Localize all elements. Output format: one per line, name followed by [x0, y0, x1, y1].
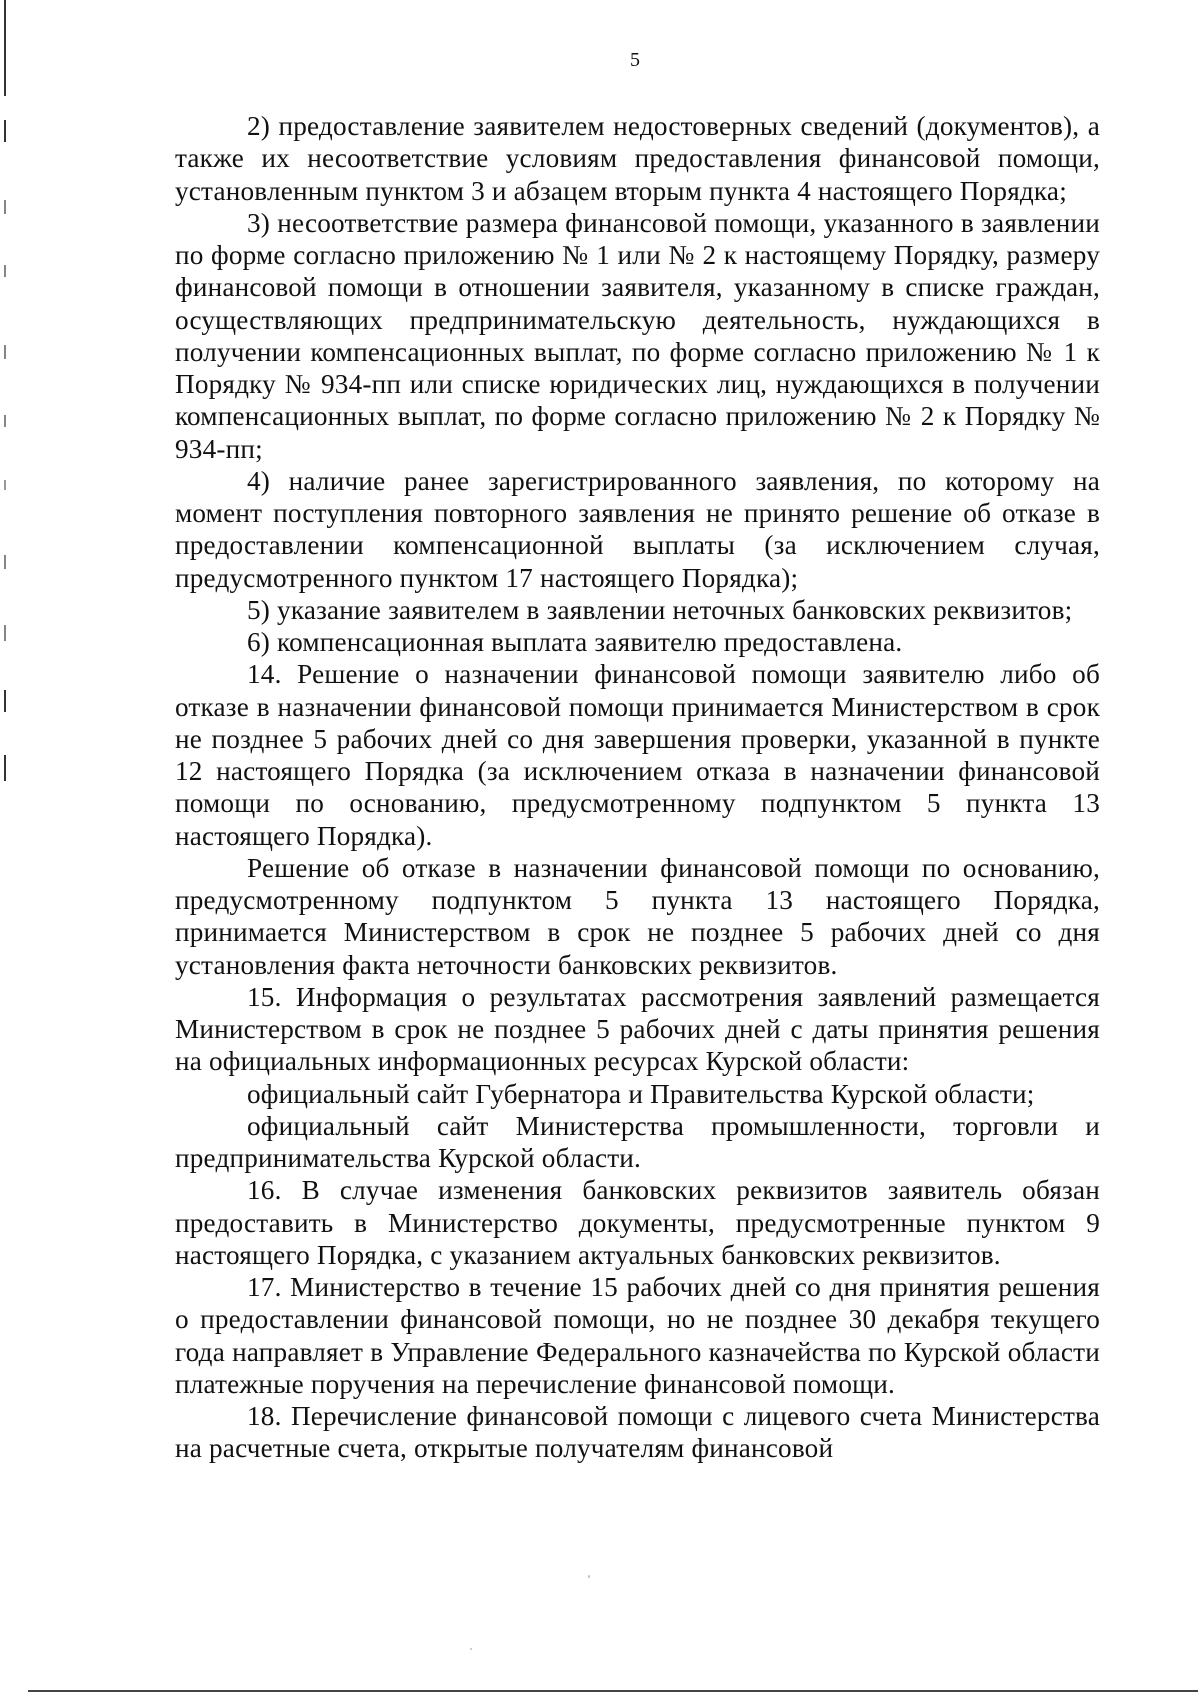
scan-edge-mark: [4, 480, 6, 490]
scan-edge-mark: [4, 555, 6, 569]
scan-edge-mark: [4, 690, 6, 712]
page-number: 5: [630, 49, 640, 71]
paragraph-subitem-5: 5) указание заявителем в заявлении неточных банковских реквизитов;: [247, 594, 1073, 625]
scan-edge-mark: [4, 120, 6, 142]
scan-edge-mark: [4, 415, 6, 427]
scan-speck: [470, 1648, 472, 1650]
scan-edge-mark: [4, 265, 6, 277]
scan-edge-mark: [4, 755, 6, 781]
paragraph-item-18: 18. Перечисление финансовой помощи с лицевого счета Министерства на расчетные счета, открытые получателям финансовой: [175, 1401, 1100, 1464]
paragraph-subitem-3: 3) несоответствие размера финансовой помощи, указанного в заявлении по форме согласно приложению № 1 или № 2 к настоящему Порядку, размеру финансовой помощи в отношении заявителя, указанному в списке граждан, осуществляющих предпринимательскую деятельность, нуждающихся в получении компенсационных выплат, по форме согласно приложению № 1 к Порядку № 934-пп или списке юридических лиц, нуждающихся в получении компенсационных выплат, по форме согласно приложению № 2 к Порядку № 934-пп;: [175, 207, 1100, 464]
scan-bottom-edge: [28, 1690, 1198, 1692]
paragraph-subitem-6: 6) компенсационная выплата заявителю предоставлена.: [247, 627, 903, 657]
paragraph-subitem-4: 4) наличие ранее зарегистрированного заявления, по которому на момент поступления повторного заявления не принято решение об отказе в предоставлении компенсационной выплаты (за исключением случая, предусмотренного пунктом 17 настоящего Порядка);: [175, 465, 1100, 593]
scan-edge-mark: [4, 200, 6, 214]
scan-edge-mark: [4, 345, 6, 359]
paragraph-item-15-resource-1: официальный сайт Губернатора и Правительства Курской области;: [247, 1078, 1035, 1109]
scan-edge-mark: [4, 625, 6, 641]
scan-edge-mark: [4, 0, 6, 96]
document-body: [175, 110, 1100, 1465]
paragraph-item-17: 17. Министерство в течение 15 рабочих дней со дня принятия решения о предоставлении финансовой помощи, но не позднее 30 декабря текущего года направляет в Управление Федерального казначейства по Курской области платежные поручения на перечисление финансовой помощи.: [175, 1272, 1100, 1399]
paragraph-item-14-part-2: Решение об отказе в назначении финансовой помощи по основанию, предусмотренному подпунктом 5 пункта 13 настоящего Порядка, принимается Министерством в срок не позднее 5 рабочих дней со дня установления факта неточности банковских реквизитов.: [175, 852, 1100, 980]
paragraph-item-14: 14. Решение о назначении финансовой помощи заявителю либо об отказе в назначении финансовой помощи принимается Министерством в срок не позднее 5 рабочих дней со дня завершения проверки, указанной в пункте 12 настоящего Порядка (за исключением отказа в назначении финансовой помощи по основанию, предусмотренному подпунктом 5 пункта 13 настоящего Порядка).: [175, 659, 1100, 851]
paragraph-item-16: 16. В случае изменения банковских реквизитов заявитель обязан предоставить в Министерство документы, предусмотренные пунктом 9 настоящего Порядка, с указанием актуальных банковских реквизитов.: [175, 1175, 1100, 1270]
paragraph-subitem-2: 2) предоставление заявителем недостоверных сведений (документов), а также их несоответствие условиям предоставления финансовой помощи, установленным пунктом 3 и абзацем вторым пункта 4 настоящего Порядка;: [175, 111, 1100, 206]
paragraph-item-15: 15. Информация о результатах рассмотрения заявлений размещается Министерством в срок не позднее 5 рабочих дней с даты принятия решения на официальных информационных ресурсах Курской области:: [175, 981, 1100, 1077]
scan-speck: [588, 1575, 590, 1578]
paragraph-item-15-resource-2: официальный сайт Министерства промышленности, торговли и предпринимательства Курской области.: [175, 1110, 1100, 1173]
